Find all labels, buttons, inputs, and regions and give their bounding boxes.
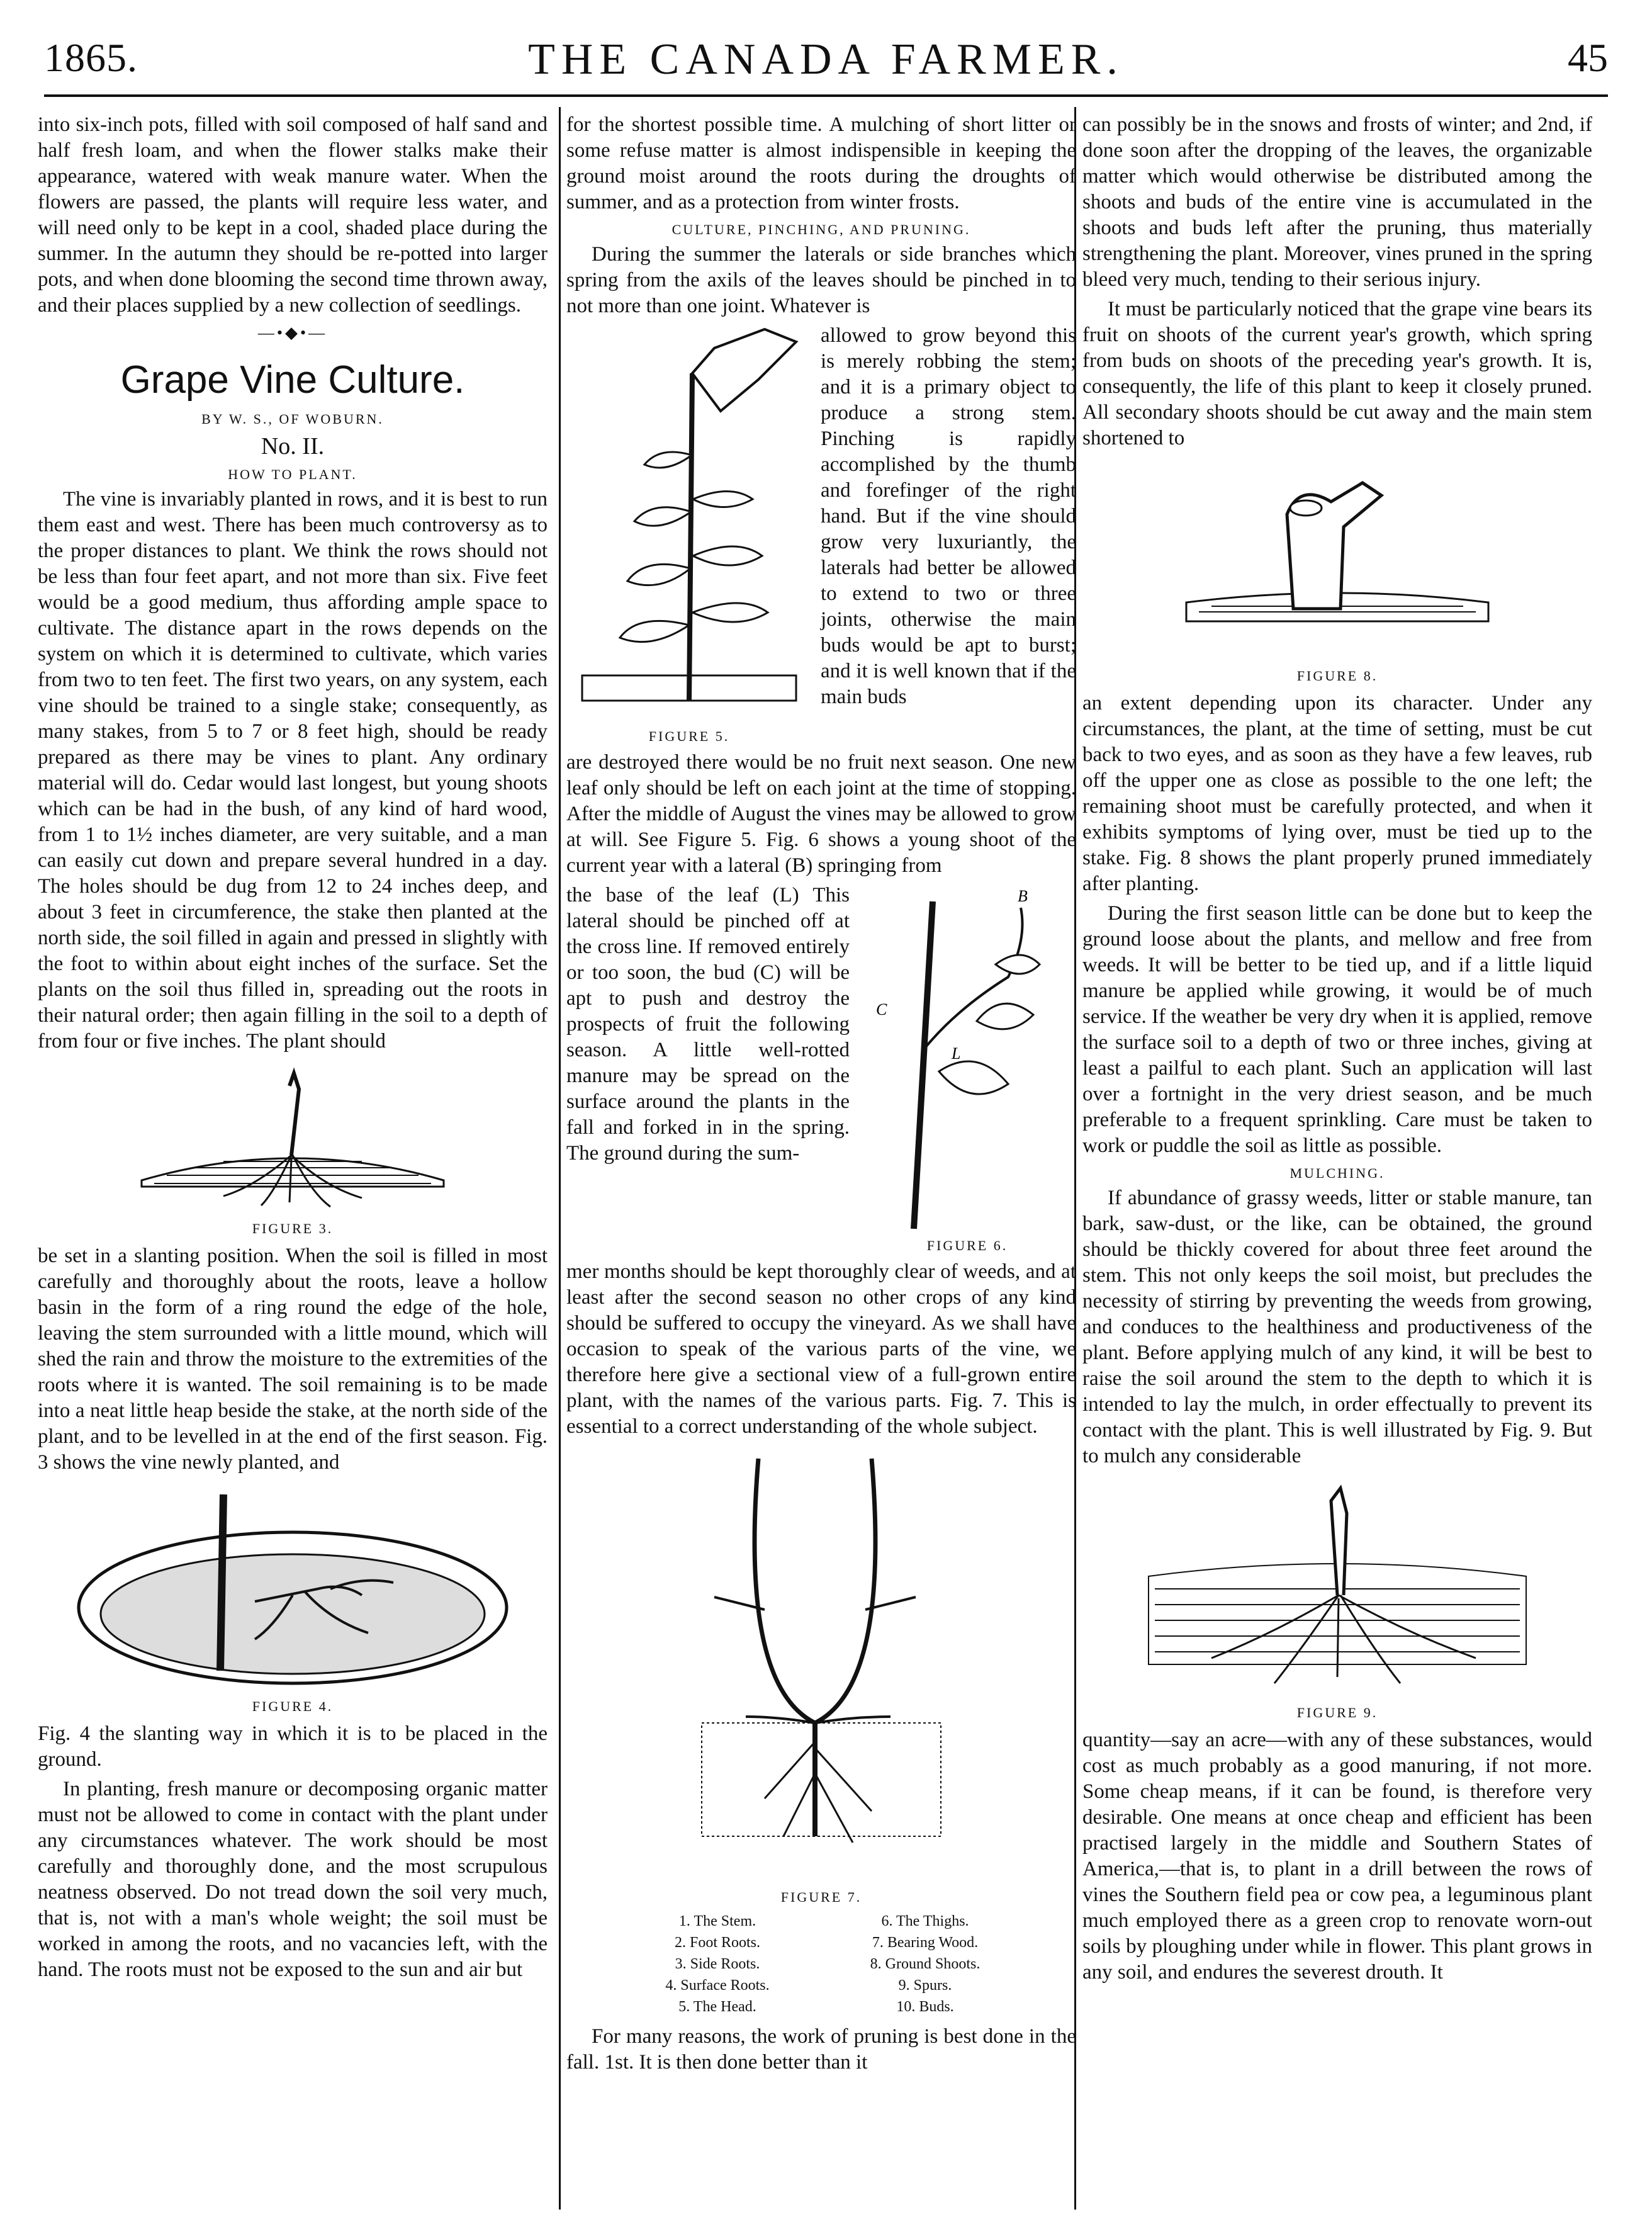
- svg-text:L: L: [952, 1044, 961, 1063]
- paragraph: In planting, fresh manure or decomposing organic matter must not be allowed to come in contact with the plant under any circumstances whatever. The work should be most carefully and thoroughly done, and the most scrupulous neatness observed. Do not tread down the soil very much, that is, not with a man's whole weight; the soil must be worked in among the roots, and no vacancies left, with the hand. The roots must not be exposed to the sun and air but: [38, 1778, 548, 1981]
- paragraph: During the summer the laterals or side branches which spring from the axils of the leaves should be pinched in to not more than one joint. Whatever is: [566, 243, 1076, 317]
- column-3: [1082, 112, 1592, 2208]
- figure-7-legend: [620, 1911, 1023, 2018]
- figure-caption: FIGURE 7.: [780, 1889, 862, 1905]
- figure-caption: FIGURE 4.: [252, 1698, 334, 1714]
- figure-caption: FIGURE 3.: [252, 1221, 334, 1236]
- legend-item: 5. The Head.: [678, 1999, 756, 2015]
- legend-item: 3. Side Roots.: [675, 1956, 760, 1972]
- svg-text:C: C: [876, 1000, 887, 1019]
- byline: BY W. S., OF WOBURN.: [201, 411, 384, 427]
- lateral-shoot-illustration: [863, 883, 1071, 1235]
- legend-item: 9. Spurs.: [898, 1977, 952, 1994]
- vine-anatomy-illustration: [689, 1446, 953, 1887]
- figure-6: [858, 883, 1076, 1259]
- planted-vine-illustration: [129, 1061, 456, 1218]
- figure-9: [1082, 1476, 1592, 1721]
- subheading: HOW TO PLANT.: [228, 466, 357, 482]
- paragraph: for the shortest possible time. A mulching of short litter or some refuse matter is almost indispensible in keeping the ground moist around the roots during the droughts of summer, and as a protection from winter frosts.: [566, 113, 1076, 213]
- paragraph: If abundance of grassy weeds, litter or stable manure, tan bark, saw-dust, or the like, can be obtained, the ground should be thickly covered for about three feet around the stem. This not only keeps the soil moist, but precludes the necessity of stirring by preventing the weeds from growing, and conduces to the healthiness and productiveness of the plant. Before applying mulch of any kind, it will be best to raise the soil around the stem to the depth to which it is intended to lay the mulch, in order effectually to prevent its contact with the plant. This is well illustrated by Fig. 9. But to mulch any considerable: [1082, 1187, 1592, 1467]
- paragraph: Fig. 4 the slanting way in which it is to be placed in the ground.: [38, 1722, 548, 1771]
- figure-8: [1082, 458, 1592, 684]
- paragraph: be set in a slanting position. When the soil is filled in most carefully and thoroughly about the roots, leave a hollow basin in the form of a ring round the edge of the hole, leaving the stem surrounded with a little mound, which will shed the rain and throw the moisture to the extremities of the roots where it is wanted. The soil remaining is to be made into a neat little heap beside the stake, at the north side of the plant, and to be levelled in at the end of the first season. Fig. 3 shows the vine newly planted, and: [38, 1245, 548, 1474]
- masthead: [44, 35, 1608, 98]
- column-divider: [559, 107, 561, 2210]
- paragraph: into six-inch pots, filled with soil composed of half sand and half fresh loam, and when the flower stalks make their appearance, watered with weak manure water. When the flowers are passed, the plants will require less water, and will need only to be kept in a cool, shaded place during the summer. In the autumn they should be re-potted into larger pots, and when done blooming the second time thrown away, and their places supplied by a new collection of seedlings.: [38, 113, 548, 317]
- legend-item: 6. The Thighs.: [881, 1913, 969, 1929]
- paragraph: During the first season little can be done but to keep the ground loose about the plants, and mellow and free from weeds. It will be better to be tied up, and if a little liquid manure be applied while growing, it would be of much service. If the weather be very dry when it is applied, remove the surface soil to a depth of two or three inches, giving at least a pailful to each plant. Such an application will last over a fortnight in the very driest season, and be much preferable to a frequent sprinkling. Care must be taken to work or puddle the soil as little as possible.: [1082, 902, 1592, 1157]
- pruned-stem-illustration: [1174, 458, 1501, 665]
- legend-item: 7. Bearing Wood.: [872, 1934, 979, 1951]
- subheading: MULCHING.: [1290, 1165, 1385, 1181]
- article-number: No. II.: [261, 433, 325, 460]
- legend-item: 8. Ground Shoots.: [870, 1956, 981, 1972]
- page-number: 45: [1568, 35, 1608, 80]
- legend-item: 2. Foot Roots.: [674, 1934, 761, 1951]
- figure-3: [38, 1061, 548, 1237]
- subheading: CULTURE, PINCHING, AND PRUNING.: [671, 222, 971, 237]
- article-title: Grape Vine Culture.: [120, 358, 465, 402]
- mulched-vine-illustration: [1136, 1476, 1539, 1702]
- legend-item: 1. The Stem.: [678, 1913, 756, 1929]
- figure-caption: FIGURE 6.: [926, 1238, 1008, 1253]
- paragraph: For many reasons, the work of pruning is best done in the fall. 1st. It is then done better than it: [566, 2025, 1076, 2074]
- legend-item: 4. Surface Roots.: [665, 1977, 770, 1994]
- figure-caption: FIGURE 9.: [1296, 1705, 1378, 1720]
- paragraph: can possibly be in the snows and frosts of winter; and 2nd, if done soon after the dropping of the leaves, the organizable matter which would otherwise be distributed among the shoots and buds of the entire vine is accumulated in the shoots and buds left after the pruning, thus materially strengthening the plant. Moreover, vines pruned in the spring bleed very much, tending to their serious injury.: [1082, 113, 1592, 291]
- paragraph: It must be particularly noticed that the grape vine bears its fruit on shoots of the current year's growth, which spring from buds on shoots of the preceding year's growth. It is, consequently, the life of this plant to keep it closely pruned. All secondary shoots should be cut away and the main stem shortened to: [1082, 298, 1592, 449]
- figure-6-wrap: [566, 883, 1076, 1259]
- paragraph: are destroyed there would be no fruit next season. One new leaf only should be left on each joint at the time of stopping. After the middle of August the vines may be allowed to grow at will. See Figure 5. Fig. 6 shows a young shoot of the current year with a lateral (B) springing from: [566, 751, 1076, 877]
- column-2: [566, 112, 1076, 2208]
- figure-5-wrap: [566, 323, 1076, 750]
- figure-caption: FIGURE 5.: [648, 728, 730, 744]
- paragraph: mer months should be kept thoroughly clear of weeds, and at least after the second season no other crops of any kind should be suffered to occupy the vineyard. As we shall have occasion to speak of the various parts of the vine, we therefore here give a sectional view of a full-grown entire plant, with the names of the various parts. Fig. 7. This is essential to a correct understanding of the whole subject.: [566, 1260, 1076, 1438]
- pinching-vine-illustration: [570, 323, 809, 726]
- figure-7: [566, 1446, 1076, 2018]
- paragraph: the base of the leaf (L) This lateral should be pinched off at the cross line. If removed entirely or too soon, the bud (C) will be apt to push and destroy the prospects of fruit the following season. A little well-rotted manure may be spread on the surface around the plants in the fall and forked in in the spring. The ground during the sum-: [566, 884, 850, 1165]
- figure-4: [38, 1482, 548, 1715]
- figure-5: [566, 323, 812, 750]
- issue-year: 1865.: [44, 35, 138, 80]
- column-1: [38, 112, 548, 2208]
- legend-item: 10. Buds.: [896, 1999, 954, 2015]
- newspaper-title: THE CANADA FARMER.: [528, 35, 1124, 84]
- figure-caption: FIGURE 8.: [1296, 668, 1378, 684]
- paragraph: allowed to grow beyond this is merely robbing the stem; and it is a primary object to produce a strong stem. Pinching is rapidly accomplished by the thumb and forefinger of the right hand. But if the vine should grow very luxuriantly, the laterals had better be allowed to extend to two or three joints, otherwise the main buds would be apt to burst; and it is well known that if the main buds: [821, 324, 1076, 708]
- paragraph: quantity—say an acre—with any of these substances, would cost as much probably as a good manuring, if not more. Some cheap means, if it can be found, is therefore very desirable. One means at once cheap and efficient has been practised largely in the middle and Southern States of America,—that is, to plant in a drill between the rows of vines the Southern field pea or cow pea, a leguminous plant much employed there as a green crop to renovate worn-out soils by ploughing under while in flower. This plant grows in any soil, and endures the severest drouth. It: [1082, 1729, 1592, 1984]
- paragraph: an extent depending upon its character. Under any circumstances, the plant, at the time of setting, must be cut back to two eyes, and as soon as they have a few leaves, rub off the upper one as close as possible to the one left; the remaining shoot must be carefully protected, and when it exhibits symptoms of lying over, must be tied up to the stake. Fig. 8 shows the plant properly pruned immediately after planting.: [1082, 692, 1592, 895]
- header-rule: [44, 94, 1608, 97]
- svg-text:B: B: [1018, 887, 1028, 905]
- planting-hole-illustration: [66, 1482, 519, 1696]
- section-ornament: —•◆•—: [257, 324, 328, 342]
- paragraph: The vine is invariably planted in rows, and it is best to run them east and west. There has been much controversy as to the proper distances to plant. We think the rows should not be less than four feet apart, and not more than six. Five feet would be a good medium, thus affording ample space to cultivate. The distance apart in the rows depends on the system on which it is determined to cultivate, which varies from two to ten feet. The first two years, on any system, each vine should be trained to a single stake; consequently, as many stakes, from 5 to 7 or 8 feet high, should be ready prepared as there may be vines to plant. Any ordinary material will do. Cedar would last longest, but young shoots which can be had in the bush, of any kind of hard wood, from 1 to 1½ inches diameter, are very suitable, and a man can easily cut down and prepare several hundred in a day. The holes should be dug from 12 to 24 inches deep, and about 3 feet in circumference, the stake then planted at the north side, the soil filled in again and pressed in slightly with the foot to within about eight inches of the surface. Set the plants on the soil thus filled in, spreading out the roots in their natural order; then again filling in the soil to a depth of from four or five inches. The plant should: [38, 488, 548, 1053]
